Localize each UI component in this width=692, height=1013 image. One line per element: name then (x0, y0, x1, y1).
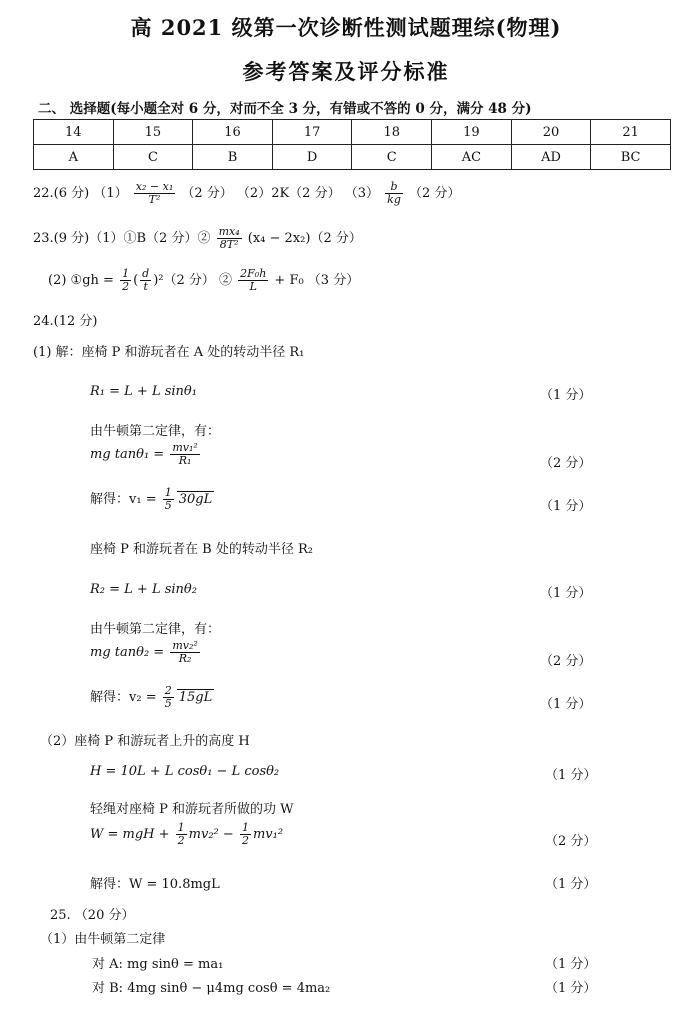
table-cell: 15 (113, 120, 193, 145)
q24-score5: （2 分） (540, 654, 592, 669)
q22-part3: （3） (344, 186, 380, 201)
fraction-numerator: 1 (241, 821, 249, 834)
table-cell: C (352, 145, 432, 170)
q24-score9: （1 分） (545, 877, 597, 892)
answer-row (34, 145, 671, 170)
q22-line (33, 181, 460, 206)
q22-score1: （2 分） (181, 186, 233, 201)
question-number-row (34, 120, 671, 145)
table-cell: D (272, 145, 352, 170)
q23-text: 23.(9 分)（1）①B（2 分）② (33, 231, 211, 246)
fraction-denominator: L (249, 280, 257, 293)
q24-eq4: R₂ = L + L sinθ₂ (90, 582, 197, 597)
fraction-denominator: 5 (164, 499, 172, 512)
table-cell: 14 (34, 120, 114, 145)
equation-text: mg tanθ₂ = (90, 645, 165, 660)
q24-score4: （1 分） (540, 586, 592, 601)
fraction-numerator: 1 (122, 267, 130, 280)
table-cell: 21 (591, 120, 671, 145)
q23-fraction (238, 268, 268, 293)
fraction-denominator: 2 (177, 834, 185, 847)
q23-fraction (217, 226, 242, 251)
q24-part2: 座椅 P 和游玩者在 B 处的转动半径 R₂ (90, 542, 313, 557)
fraction-denominator: 2 (241, 834, 249, 847)
equation-text: mg tanθ₁ = (90, 447, 165, 462)
q24-part3: （2）座椅 P 和游玩者上升的高度 H (40, 734, 250, 749)
q24-eq6 (90, 685, 214, 710)
q24-part1: (1) 解：座椅 P 和游玩者在 A 处的转动半径 R₁ (33, 345, 305, 360)
q23-fraction (140, 268, 151, 293)
fraction-numerator: mv₂² (172, 639, 198, 652)
fraction-numerator: 2 (164, 684, 172, 697)
q24-text: 由牛顿第二定律，有： (90, 622, 221, 637)
page-title: 高 2021 级第一次诊断性测试题理综(物理) (130, 15, 562, 40)
fraction-denominator: 5 (164, 697, 172, 710)
equation-text: mv₂² − (188, 827, 234, 842)
table-cell: 19 (432, 120, 512, 145)
q24-fraction (240, 822, 251, 847)
q24-score7: （1 分） (545, 768, 597, 783)
equation-text: W = mgH + (90, 827, 170, 842)
q24-score8: （2 分） (545, 834, 597, 849)
q24-score1: （1 分） (540, 388, 592, 403)
q24-fraction (170, 442, 199, 467)
q25-part1: （1）由牛顿第二定律 (40, 932, 166, 947)
q25-score1: （1 分） (545, 957, 597, 972)
fraction-numerator: mv₁² (172, 441, 198, 454)
fraction-numerator: b (385, 181, 403, 194)
q24-score6: （1 分） (540, 697, 592, 712)
section-heading: 二、 选择题(每小题全对 6 分，对而不全 3 分，有错或不答的 0 分，满分 48 分) (38, 101, 532, 117)
table-cell: 20 (511, 120, 591, 145)
q23-fraction (120, 268, 131, 293)
q24-fraction (163, 487, 174, 512)
fraction-denominator: 8T² (219, 238, 239, 251)
q24-fraction (176, 822, 187, 847)
table-cell: 16 (193, 120, 273, 145)
fraction-denominator: T² (148, 193, 161, 206)
q24-text: 由牛顿第二定律，有： (90, 424, 221, 439)
q25-eq2: 对 B: 4mg sinθ − μ4mg cosθ = 4ma₂ (92, 981, 331, 996)
sqrt-expression: 30gL (178, 492, 213, 507)
q24-eq5 (90, 640, 202, 665)
q22-fraction-3 (385, 181, 403, 206)
q24-eq8 (90, 822, 283, 847)
q23-text: (x₄ − 2x₂)（2 分） (247, 231, 362, 246)
fraction-denominator: R₂ (178, 652, 192, 665)
q24-eq3 (90, 487, 214, 512)
fraction-numerator: 1 (177, 821, 185, 834)
q22-label: 22.(6 分) (33, 186, 90, 201)
q22-part2: （2）2K（2 分） (236, 186, 341, 201)
table-cell: 17 (272, 120, 352, 145)
equation-text: 解得：v₁ = (90, 492, 157, 507)
q25-score2: （1 分） (545, 981, 597, 996)
table-cell: A (34, 145, 114, 170)
fraction-numerator: d (142, 267, 150, 280)
q24-score3: （1 分） (540, 499, 592, 514)
q22-fraction-1 (134, 181, 175, 206)
table-cell: 18 (352, 120, 432, 145)
q23-line2 (48, 268, 359, 293)
q22-part1: （1） (93, 186, 128, 201)
q24-eq1: R₁ = L + L sinθ₁ (90, 384, 197, 399)
table-cell: B (193, 145, 273, 170)
equation-text: 解得：v₂ = (90, 690, 157, 705)
q24-fraction (170, 640, 199, 665)
q23-text: (2) ①gh = (48, 273, 114, 288)
q24-eq7: H = 10L + L cosθ₁ − L cosθ₂ (90, 764, 280, 779)
fraction-denominator: t (143, 280, 148, 293)
q23-text: )²（2 分） ② (153, 273, 233, 288)
sqrt-expression: 15gL (178, 690, 213, 705)
fraction-denominator: 2 (122, 280, 130, 293)
q23-line1 (33, 226, 362, 251)
equation-text: mv₁² (252, 827, 284, 842)
table-cell: BC (591, 145, 671, 170)
page-subtitle: 参考答案及评分标准 (242, 59, 450, 84)
answer-table (33, 119, 671, 170)
q24-text: 轻绳对座椅 P 和游玩者所做的功 W (90, 802, 294, 817)
q24-eq9: 解得：W = 10.8mgL (90, 877, 220, 892)
q23-text: ( (133, 273, 139, 288)
q24-score2: （2 分） (540, 456, 592, 471)
fraction-denominator: kg (387, 193, 401, 206)
table-cell: AC (432, 145, 512, 170)
fraction-numerator: 2F₀h (240, 267, 267, 280)
q22-score3: （2 分） (409, 186, 461, 201)
q23-text: + F₀ （3 分） (274, 273, 360, 288)
fraction-numerator: 1 (164, 486, 172, 499)
q24-fraction (163, 685, 174, 710)
fraction-numerator: x₂ − x₁ (135, 180, 174, 193)
q24-label: 24.(12 分) (33, 314, 98, 329)
q25-eq1: 对 A: mg sinθ = ma₁ (92, 957, 224, 972)
fraction-numerator: mx₄ (218, 225, 240, 238)
q24-eq2 (90, 442, 202, 467)
q25-label: 25. （20 分） (50, 908, 135, 923)
fraction-denominator: R₁ (178, 454, 192, 467)
table-cell: AD (511, 145, 591, 170)
table-cell: C (113, 145, 193, 170)
